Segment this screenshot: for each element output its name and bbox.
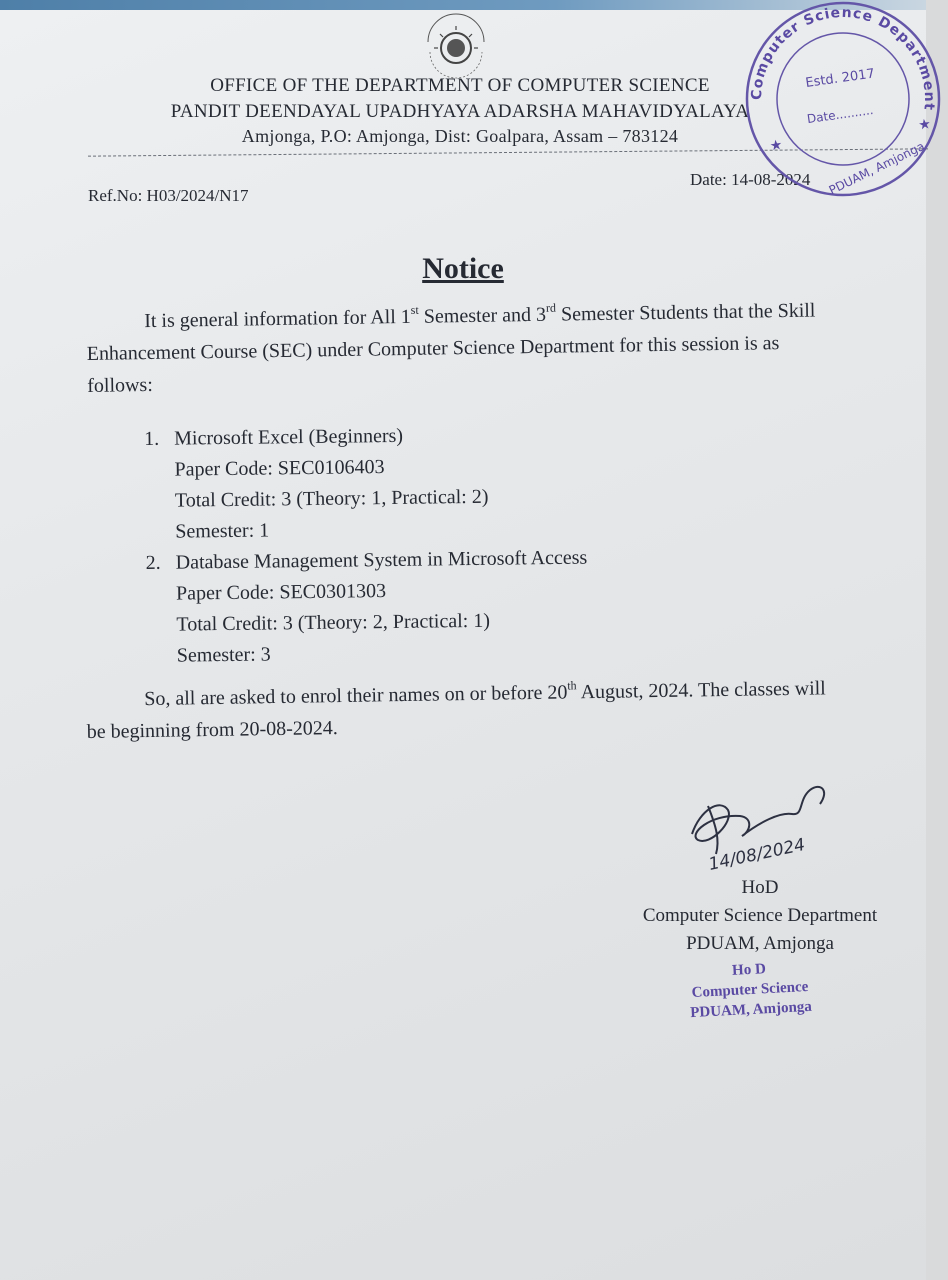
course-item: [146, 541, 747, 672]
notice-date: Date: 14-08-2024: [690, 170, 811, 189]
reference-number: Ref.No: H03/2024/N17: [88, 186, 249, 205]
stamp-date-label: Date..........: [806, 102, 875, 127]
stamp-bottom-text: PDUAM, Amjonga: [826, 138, 927, 198]
intro-paragraph: It is general information for All 1st Semester and 3rd Semester Students that the Skill Enhancement Course (SEC) under Computer Science Department for this session is as follows:: [86, 299, 816, 397]
notice-title: Notice: [422, 252, 504, 285]
stamp-line: Computer Science: [691, 978, 809, 1002]
closing-paragraph: So, all are asked to enrol their names on or before 20th August, 2024. The classes will be beginning from 20-08-2024.: [86, 677, 826, 743]
stamp-estd: Estd. 2017: [804, 66, 876, 91]
stamp-line: Ho D: [731, 961, 767, 979]
course-name: Database Management System in Microsoft Access: [175, 546, 588, 574]
stamp-star-icon: ★: [917, 116, 933, 134]
course-item: [144, 417, 745, 548]
hod-rubber-stamp: [669, 956, 832, 1024]
signature-date: 14/08/2024: [706, 834, 807, 875]
course-number: 2.: [145, 551, 161, 574]
stamp-line: PDUAM, Amjonga: [689, 998, 813, 1022]
paper-code: Paper Code: SEC0106403: [174, 456, 385, 481]
total-credit: Total Credit: 3 (Theory: 1, Practical: 2): [174, 485, 489, 512]
total-credit: Total Credit: 3 (Theory: 2, Practical: 1): [176, 609, 491, 636]
signatory-department: Computer Science Department: [642, 905, 878, 926]
header-office-line: OFFICE OF THE DEPARTMENT OF COMPUTER SCIENCE: [210, 75, 710, 96]
course-name: Microsoft Excel (Beginners): [174, 424, 404, 450]
paper-code: Paper Code: SEC0301303: [175, 580, 387, 605]
signatory-place: PDUAM, Amjonga: [686, 933, 834, 954]
header-college-name: PANDIT DEENDAYAL UPADHYAYA ADARSHA MAHAVIDYALAYA: [170, 101, 750, 122]
college-seal-icon: [420, 12, 492, 72]
department-round-stamp: [738, 0, 948, 204]
course-list: [144, 417, 747, 672]
course-number: 1.: [144, 427, 160, 450]
stamp-ring-text: Computer Science Department: [748, 4, 938, 112]
header-address: Amjonga, P.O: Amjonga, Dist: Goalpara, Assam – 783124: [241, 126, 679, 146]
hod-signature: [680, 770, 840, 880]
stamp-star-icon: ★: [768, 136, 784, 155]
semester: Semester: 1: [175, 519, 270, 543]
semester: Semester: 3: [176, 643, 271, 667]
signatory-role: HoD: [741, 877, 779, 898]
